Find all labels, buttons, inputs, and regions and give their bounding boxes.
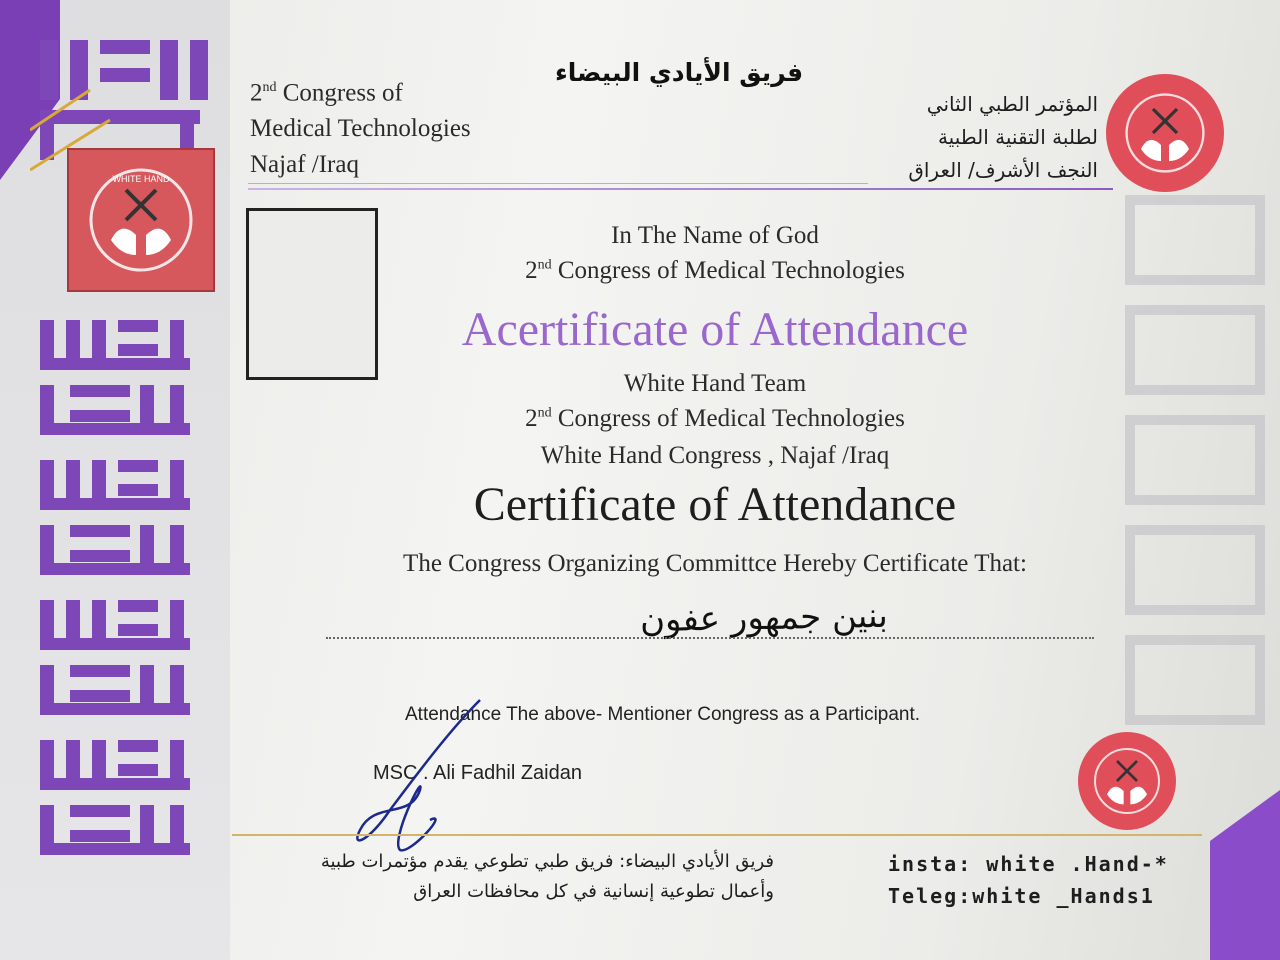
footer-ar-line1: فريق الأيادي البيضاء: فريق طبي تطوعي يقدم مؤتمرات طبية	[320, 851, 774, 872]
header-english	[250, 70, 471, 183]
white-hand-logo-icon	[1087, 741, 1167, 821]
header-divider-gold	[248, 183, 868, 184]
signer-name: MSC . Ali Fadhil Zaidan	[373, 762, 582, 784]
header-en-line1: 2nd Congress of	[250, 79, 403, 107]
header-arabic-title: فريق الأيادي البيضاء	[555, 58, 804, 87]
main-title: Certificate of Attendance	[473, 478, 957, 531]
white-hand-logo-icon	[1117, 85, 1213, 181]
header-divider	[248, 188, 1113, 190]
invocation: In The Name of God	[611, 222, 819, 249]
congress-location: White Hand Congress , Najaf /Iraq	[540, 442, 890, 469]
footer-ar-line2: وأعمال تطوعية إنسانية في كل محافظات العراق	[413, 881, 774, 902]
footer-divider	[232, 834, 1202, 836]
logo-label: WHITE HAND	[112, 174, 170, 184]
congress-line-1: 2nd Congress of Medical Technologies	[525, 257, 905, 284]
right-purple-accent	[1210, 790, 1280, 960]
header-ar-line1: المؤتمر الطبي الثاني	[926, 92, 1098, 116]
header-en-line2: Medical Technologies	[250, 115, 471, 143]
name-dotted-line	[326, 637, 1094, 639]
header-arabic	[908, 88, 1098, 187]
footer-social	[888, 848, 1169, 912]
team-name: White Hand Team	[623, 370, 807, 397]
white-hand-logo-circle-top	[1106, 74, 1224, 192]
certify-statement: The Congress Organizing Committce Hereby Certificate That:	[403, 550, 1027, 577]
header-ar-line3: النجف الأشرف/ العراق	[908, 158, 1098, 182]
recipient-name: بنين جمهور عفون	[639, 595, 889, 641]
white-hand-logo-circle-bottom	[1078, 732, 1176, 830]
instagram-handle: insta: white .Hand-*	[888, 852, 1169, 876]
purple-title: Acertificate of Attendance	[461, 303, 969, 356]
footer-arabic	[226, 847, 774, 907]
header-ar-line2: لطلبة التقنية الطبية	[937, 125, 1098, 149]
attendance-statement: Attendance The above- Mentioner Congress as a Participant.	[405, 704, 921, 725]
telegram-handle: Teleg:white _Hands1	[888, 884, 1155, 908]
header-en-line3: Najaf /Iraq	[250, 151, 359, 179]
congress-line-2: 2nd Congress of Medical Technologies	[525, 405, 905, 432]
